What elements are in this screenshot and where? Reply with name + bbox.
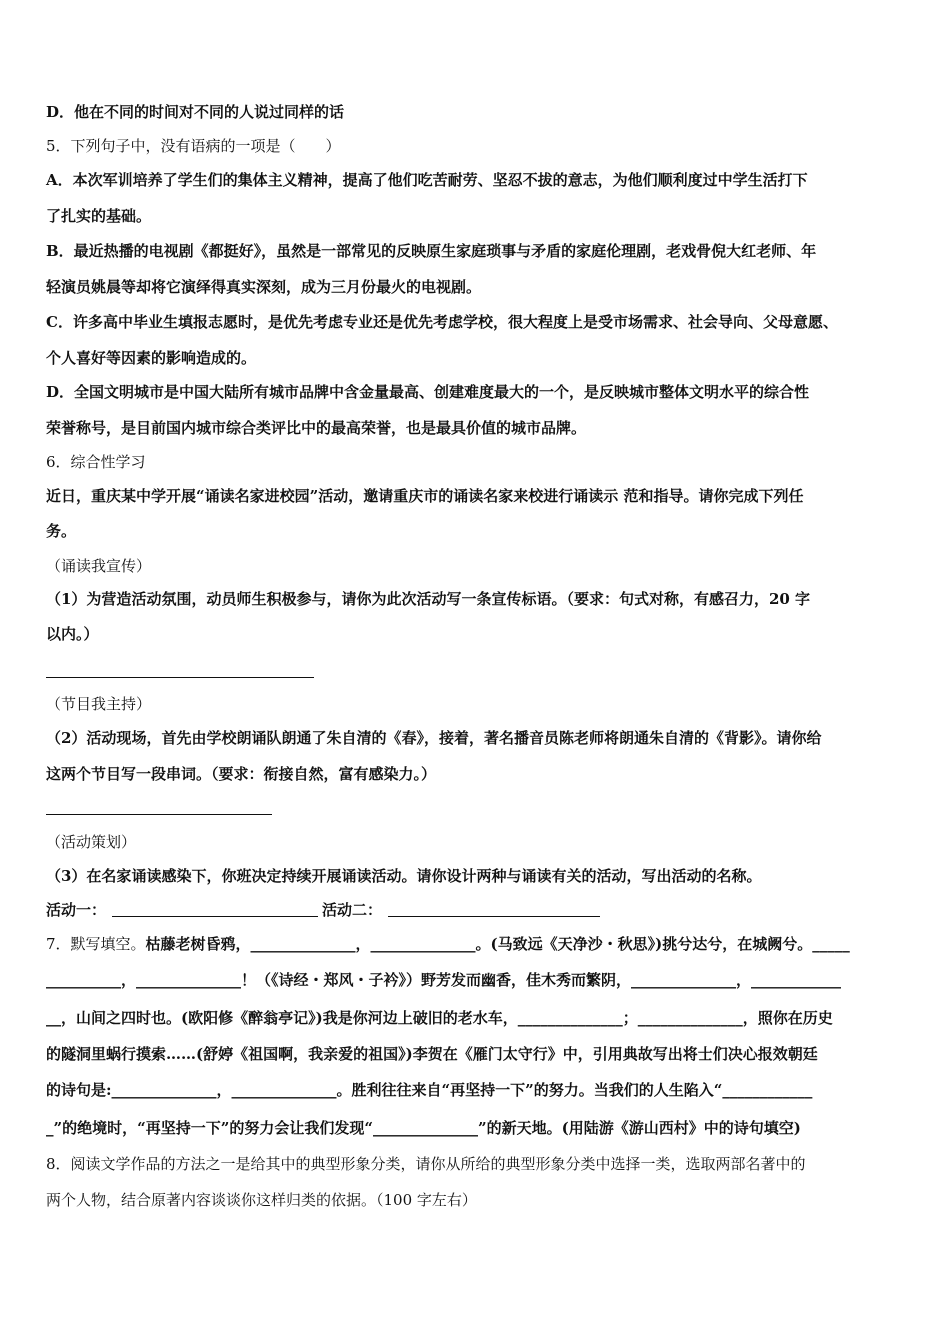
q8-line2: 两个人物，结合原著内容谈谈你这样归类的依据。（100 字左右） xyxy=(46,1191,477,1209)
q6-task2-line2: 这两个节目写一段串词。（要求：衔接自然，富有感染力。） xyxy=(46,765,437,783)
q7-line1-text: 枯藤老树昏鸦，______________，______________。(马致远《天净沙・秋思》)挑兮达兮，在城阙兮。_____ xyxy=(145,935,850,953)
q6-activity1-label: 活动一： xyxy=(46,901,107,919)
q6-section-planning: （活动策划） xyxy=(46,833,137,851)
q8-line1: 8．阅读文学作品的方法之一是给其中的典型形象分类，请你从所给的典型形象分类中选择一类，选取两部名著中的 xyxy=(46,1155,806,1173)
q6-intro-line1: 近日，重庆某中学开展“诵读名家进校园”活动，邀请重庆市的诵读名家来校进行诵读示 范和指导。请你完成下列任 xyxy=(46,487,804,505)
q5-option-c-line2: 个人喜好等因素的影响造成的。 xyxy=(46,349,257,367)
q5-option-c-line1: C．许多高中毕业生填报志愿时，是优先考虑专业还是优先考虑学校，很大程度上是受市场需求、社会导向、父母意愿、 xyxy=(46,313,838,331)
q7-prefix: 7．默写填空。 xyxy=(46,935,146,953)
q6-task1-line1: （1）为营造活动氛围，动员师生积极参与，请你为此次活动写一条宣传标语。（要求：句式对称，有感召力，20 字 xyxy=(46,590,811,608)
q7-line4: 的隧洞里蜗行摸索……(舒婷《祖国啊，我亲爱的祖国》)李贺在《雁门太守行》中，引用典故写出将士们决心报效朝廷 xyxy=(46,1045,818,1063)
q6-task2-answer-blank[interactable] xyxy=(46,814,272,815)
q6-activity2-label: 活动二： xyxy=(322,901,383,919)
q5-option-d-line1: D．全国文明城市是中国大陆所有城市品牌中含金量最高、创建难度最大的一个，是反映城市整体文明水平的综合性 xyxy=(46,383,810,401)
q5-option-d-line2: 荣誉称号，是目前国内城市综合类评比中的最高荣誉，也是最具价值的城市品牌。 xyxy=(46,419,587,437)
q5-stem: 5．下列句子中，没有语病的一项是（ ） xyxy=(46,137,341,155)
q5-option-a-line1: A．本次军训培养了学生们的集体主义精神，提高了他们吃苦耐劳、坚忍不拔的意志，为他们顺利度过中学生活打下 xyxy=(46,171,808,189)
q6-task1-answer-blank[interactable] xyxy=(46,677,314,678)
q7-line3: __，山间之四时也。(欧阳修《醉翁亭记》)我是你河边上破旧的老水车，______________；______________，照你在历史 xyxy=(46,1009,833,1027)
q6-section-publicity: （诵读我宣传） xyxy=(46,557,152,575)
q5-option-b-line2: 轻演员姚晨等却将它演绎得真实深刻，成为三月份最火的电视剧。 xyxy=(46,278,482,296)
q6-stem: 6．综合性学习 xyxy=(46,453,146,471)
q6-task2-line1: （2）活动现场，首先由学校朗诵队朗通了朱自清的《春》，接着，著名播音员陈老师将朗通朱自清的《背影》。请你给 xyxy=(46,729,822,747)
q6-section-host: （节目我主持） xyxy=(46,695,152,713)
q7-line2: __________，______________！（《诗经・郑风・子衿》）野芳发而幽香，佳木秀而繁阴，______________，____________ xyxy=(46,971,842,989)
q6-task1-line2: 以内。） xyxy=(46,625,99,643)
q6-intro-line2: 务。 xyxy=(46,522,77,540)
q6-activity1-blank[interactable] xyxy=(112,916,318,917)
q7-line6: _”的绝境时，“再坚持一下”的努力会让我们发现“______________”的新天地。(用陆游《游山西村》中的诗句填空) xyxy=(46,1119,801,1137)
q6-activity2-blank[interactable] xyxy=(388,916,600,917)
q7-line1 xyxy=(46,934,850,954)
q5-option-a-line2: 了扎实的基础。 xyxy=(46,207,152,225)
q4-option-d: D．他在不同的时间对不同的人说过同样的话 xyxy=(46,103,345,121)
q5-option-b-line1: B．最近热播的电视剧《都挺好》，虽然是一部常见的反映原生家庭琐事与矛盾的家庭伦理剧，老戏骨倪大红老师、年 xyxy=(46,242,817,260)
q6-task3: （3）在名家诵读感染下，你班决定持续开展诵读活动。请你设计两种与诵读有关的活动，写出活动的名称。 xyxy=(46,867,762,885)
q7-line5: 的诗句是:______________，______________。胜利往往来自“再坚持一下”的努力。当我们的人生陷入“____________ xyxy=(46,1081,813,1099)
